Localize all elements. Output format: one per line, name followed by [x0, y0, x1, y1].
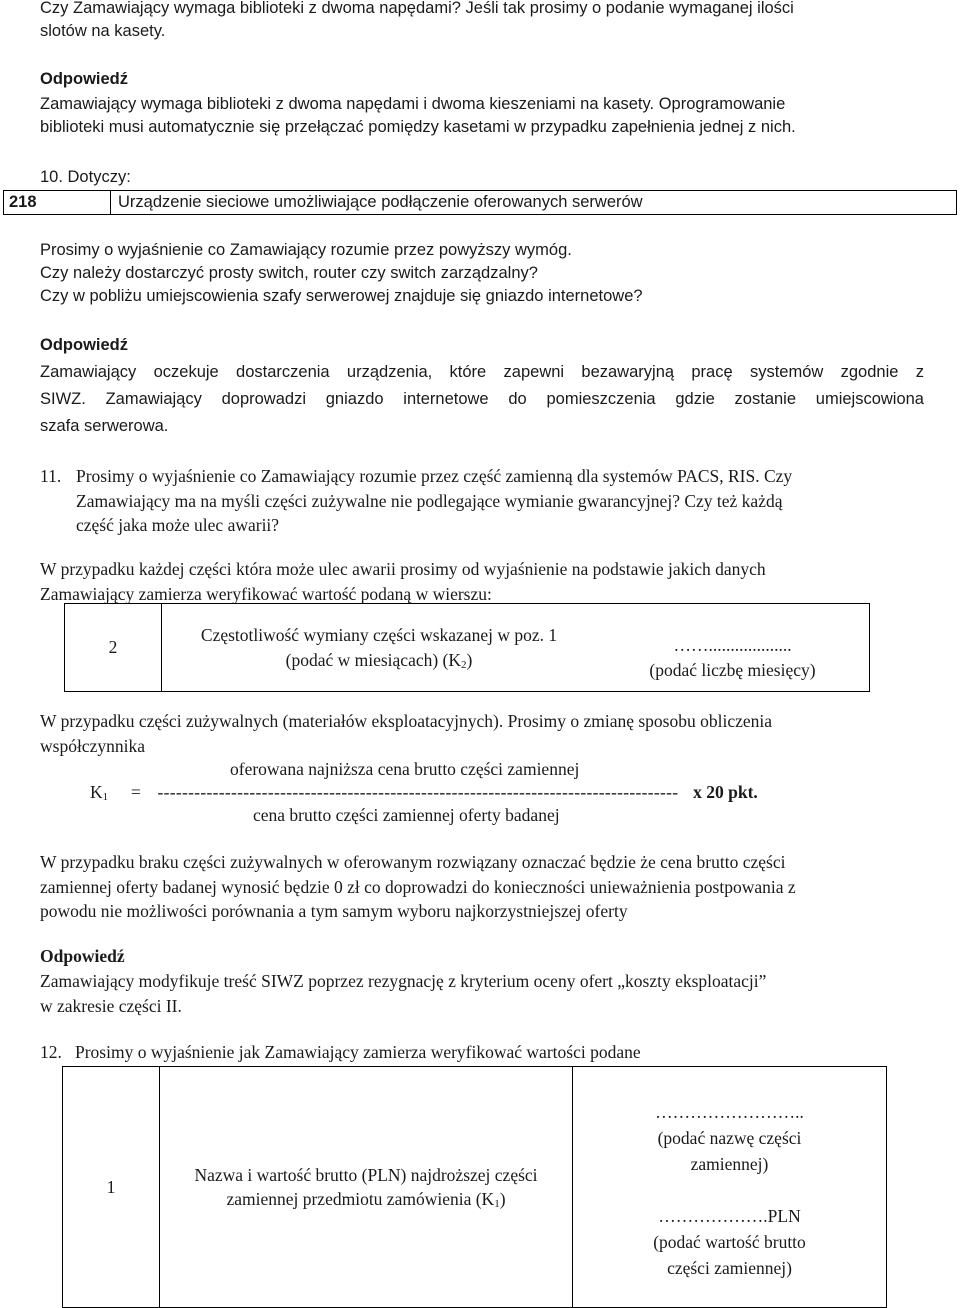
answer-11: [40, 969, 766, 1018]
answer-10: [40, 359, 924, 440]
question-9: [40, 0, 794, 43]
question-11-paragraph-2: [40, 709, 772, 758]
question-10-line-2: Czy należy dostarczyć prosty switch, router czy switch zarządzalny?: [40, 264, 538, 282]
formula-k: $K_1$: [90, 782, 109, 803]
frequency-desc-line-1: Częstotliwość wymiany części wskazanej w poz. 1: [200, 625, 558, 645]
paragraph-2-line-2: współczynnika: [40, 735, 145, 756]
question-11-paragraph: [40, 557, 766, 606]
part-table-values: [573, 1067, 887, 1308]
formula-multiplier: x 20 pkt.: [693, 782, 758, 802]
formula-line: [90, 780, 758, 805]
question-9-line-2: slotów na kasety.: [40, 22, 166, 40]
part-desc-line-1: Nazwa i wartość brutto (PLN) najdroższej części: [194, 1164, 538, 1185]
value-hint: (podać liczbę miesięcy): [649, 659, 816, 680]
answer-heading: Odpowiedź: [40, 946, 125, 966]
answer-9: [40, 93, 796, 139]
part-value-hint-2: części zamiennej): [667, 1258, 792, 1278]
part-name-hint-2: zamiennej): [690, 1154, 769, 1174]
paragraph-3-line-3: powodu nie możliwości porównania a tym samym wyboru najkorzystniejszej oferty: [40, 901, 628, 921]
requirement-row: [3, 190, 957, 215]
question-12-number: 12.: [40, 1042, 62, 1062]
question-11-line-1: Prosimy o wyjaśnienie co Zamawiający rozumie przez część zamienną dla systemów PACS, RIS. Czy: [76, 466, 793, 486]
question-11-line-2: Zamawiający ma na myśli części zużywalne nie podlegające wymianie gwarancyjnej? Czy też każdą: [76, 490, 783, 511]
question-9-line-1: Czy Zamawiający wymaga biblioteki z dwoma napędami? Jeśli tak prosimy o podanie wymaganej ilości: [40, 0, 794, 17]
frequency-table-description: [162, 604, 597, 692]
part-table: [62, 1066, 887, 1308]
frequency-table-number: 2: [65, 604, 162, 692]
question-11-number: 11.: [40, 466, 62, 486]
question-10-body: [40, 239, 643, 308]
formula-numerator: oferowana najniższa cena brutto części zamiennej: [230, 759, 580, 779]
question-10-heading: 10. Dotyczy:: [40, 168, 131, 186]
question-11-text: [76, 464, 792, 538]
paragraph-3-line-2: zamiennej oferty badanej wynosić będzie 0 zł co doprowadzi do konieczności unieważnienia postpowania z: [40, 876, 796, 897]
frequency-table-value: [596, 604, 870, 692]
answer-11-line-2: w zakresie części II.: [40, 995, 182, 1016]
formula-denominator: cena brutto części zamiennej oferty badanej: [253, 805, 560, 825]
paragraph-line-1: W przypadku każdej części która może ulec awarii prosimy od wyjaśnienie na podstawie jakich danych: [40, 559, 766, 579]
answer-10-line-2: SIWZ. Zamawiający doprowadzi gniazdo internetowe do pomieszczenia gdzie zostanie umiejscowiona: [40, 390, 924, 408]
question-11-paragraph-3: [40, 850, 796, 924]
formula-dashes: -------------------------------------------------------------------------------------: [157, 782, 679, 802]
part-table-description: [160, 1067, 573, 1308]
row-divider: [110, 191, 111, 214]
question-11-line-3: część jaka może ulec awarii?: [76, 515, 280, 535]
requirement-text: Urządzenie sieciowe umożliwiające podłączenie oferowanych serwerów: [118, 193, 643, 211]
answer-9-line-2: biblioteki musi automatycznie się przełączać pomiędzy kasetami w przypadku zapełnienia jednej z nich.: [40, 118, 796, 136]
frequency-table: [64, 603, 870, 692]
answer-11-line-1: Zamawiający modyfikuje treść SIWZ poprzez rezygnację z kryterium oceny ofert „koszty eksploatacji”: [40, 971, 767, 991]
question-10-line-3: Czy w pobliżu umiejscowienia szafy serwerowej znajduje się gniazdo internetowe?: [40, 287, 643, 305]
part-table-number: 1: [63, 1067, 160, 1308]
part-desc-line-2: zamiennej przedmiotu zamówienia $(K_1)$: [226, 1189, 506, 1210]
formula-equals: =: [130, 782, 141, 802]
answer-9-line-1: Zamawiający wymaga biblioteki z dwoma napędami i dwoma kieszeniami na kasety. Oprogramowanie: [40, 95, 786, 113]
paragraph-line-2: Zamawiający zamierza weryfikować wartość podaną w wierszu:: [40, 583, 492, 604]
answer-10-line-1: Zamawiający oczekuje dostarczenia urządzenia, które zapewni bezawaryjną pracę systemów zgodnie z: [40, 363, 924, 381]
requirement-number: 218: [9, 193, 37, 211]
frequency-desc-line-2: (podać w miesiącach) $(K_2)$: [285, 649, 473, 671]
paragraph-2-line-1: W przypadku części zużywalnych (materiałów eksploatacyjnych). Prosimy o zmianę sposobu obliczenia: [40, 711, 773, 731]
part-value-hint-1: (podać wartość brutto: [653, 1232, 806, 1252]
question-10-line-1: Prosimy o wyjaśnienie co Zamawiający rozumie przez powyższy wymóg.: [40, 241, 572, 259]
part-name-placeholder: ……………………..: [655, 1102, 804, 1122]
question-12-text: Prosimy o wyjaśnienie jak Zamawiający zamierza weryfikować wartości podane: [75, 1042, 641, 1062]
value-placeholder: ……...................: [673, 635, 792, 655]
paragraph-3-line-1: W przypadku braku części zużywalnych w oferowanym rozwiązany oznaczać będzie że cena brutto części: [40, 852, 786, 872]
answer-heading: Odpowiedź: [40, 336, 128, 354]
part-name-hint-1: (podać nazwę części: [657, 1128, 802, 1148]
answer-heading: Odpowiedź: [40, 70, 128, 88]
part-value-placeholder: ……………….PLN: [658, 1206, 801, 1226]
answer-10-line-3: szafa serwerowa.: [40, 417, 169, 435]
